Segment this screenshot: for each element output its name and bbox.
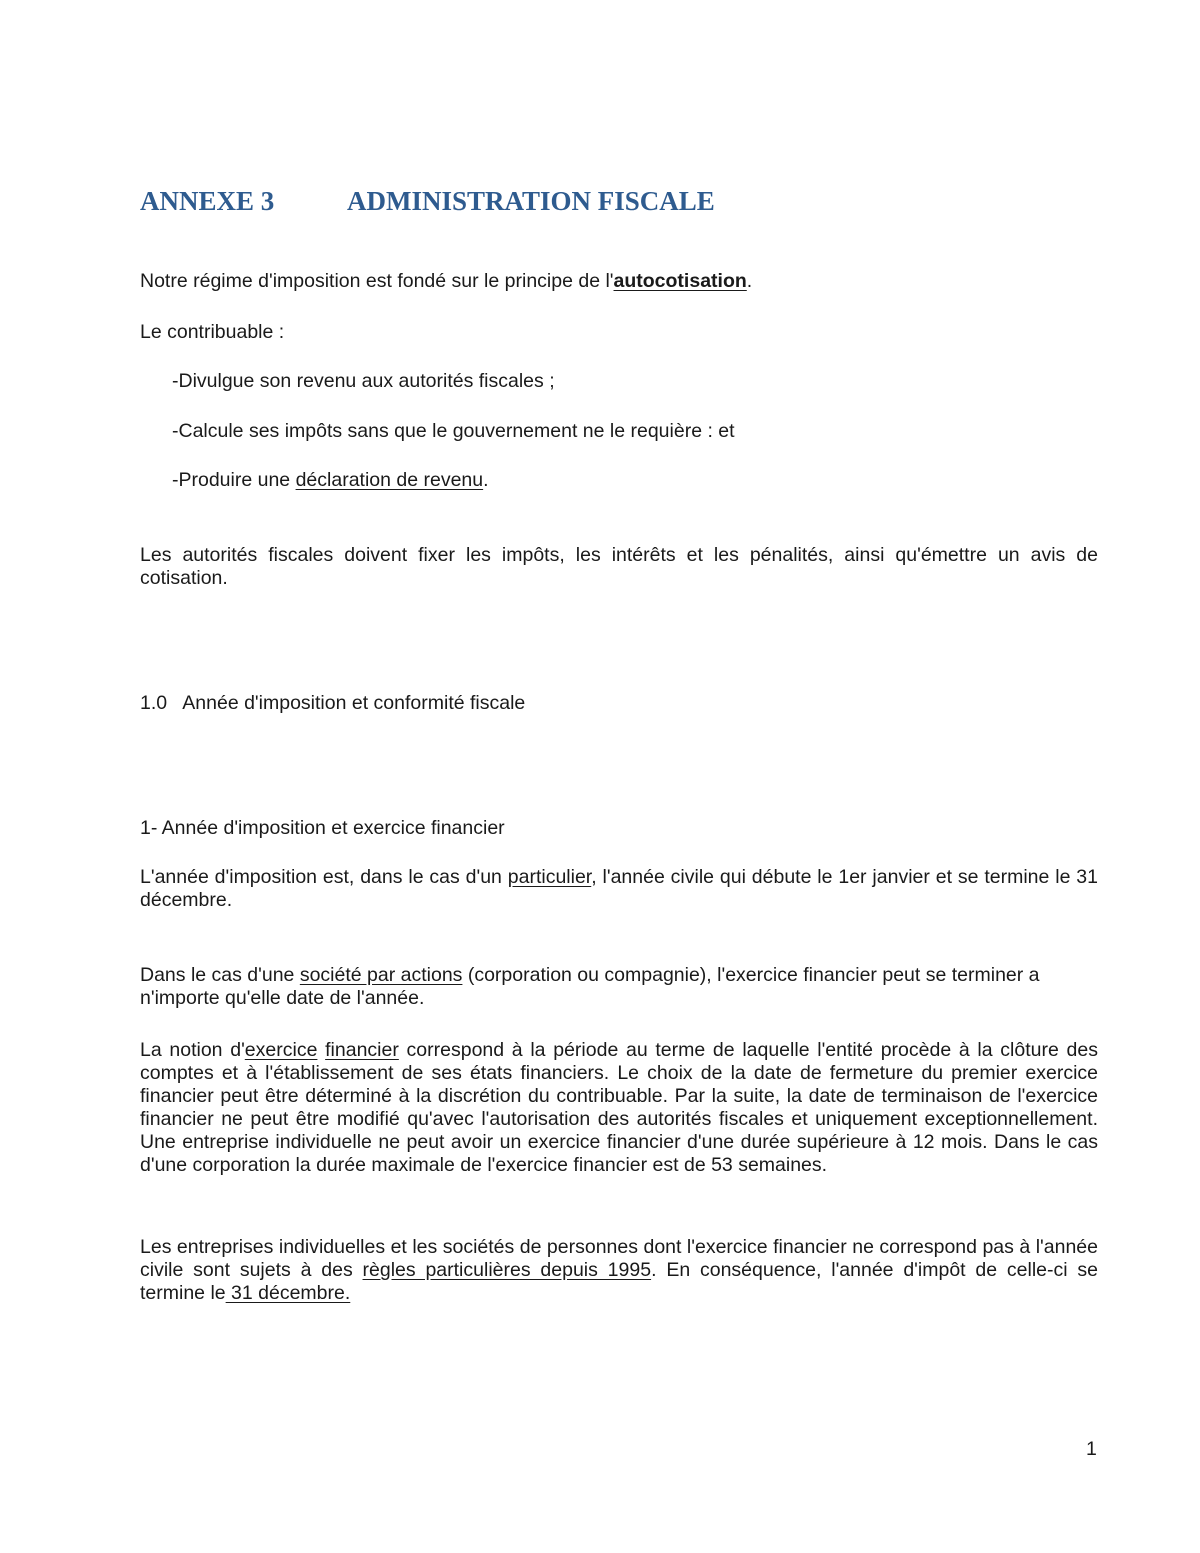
- annex-title: ADMINISTRATION FISCALE: [347, 186, 715, 216]
- societe-term: société par actions: [299, 964, 463, 986]
- duty-item: -Divulgue son revenu aux autorités fiscales ;: [172, 370, 555, 392]
- intro-paragraph: Notre régime d'imposition est fondé sur le principe de l'autocotisation.: [140, 270, 753, 292]
- exercice-paragraph: La notion d'exercice financier correspond à la période au terme de laquelle l'entité procède à la clôture des comptes et à l'établissement de ses états financiers. Le choix de la date de fermeture du premier exercice financier peut être déterminé à la discrétion du contribuable. Par la suite, la date de terminaison de l'exercice financier ne peut être modifié qu'avec l'autorisation des autorités fiscales et uniquement exceptionnellement. Une entreprise individuelle ne peut avoir un exercice financier d'une durée supérieure à 12 mois. Dans le cas d'une corporation la durée maximale de l'exercice financier est de 53 semaines.: [140, 1039, 1098, 1176]
- section-title: 1.0 Année d'imposition et conformité fiscale: [140, 692, 526, 714]
- declaration-term: déclaration de revenu: [295, 469, 484, 491]
- exercice-term: exercice: [244, 1039, 318, 1061]
- duty-item: -Calcule ses impôts sans que le gouvernement ne le requière : et: [172, 420, 735, 442]
- regles-term: règles particulières depuis 1995: [362, 1259, 652, 1281]
- page-number: 1: [1086, 1438, 1097, 1460]
- financier-term: financier: [325, 1039, 399, 1061]
- particulier-term: particulier: [507, 866, 592, 888]
- duty-item: -Produire une déclaration de revenu.: [172, 469, 489, 491]
- annex-label: ANNEXE 3: [140, 186, 275, 216]
- contribuable-label: Le contribuable :: [140, 321, 285, 343]
- particulier-paragraph: L'année d'imposition est, dans le cas d'un particulier, l'année civile qui débute le 1er janvier et se termine le 31 décembre.: [140, 866, 1098, 911]
- societe-paragraph: Dans le cas d'une société par actions (corporation ou compagnie), l'exercice financier peut se terminer a n'importe qu'elle date de l'année.: [140, 964, 1040, 1009]
- entreprises-paragraph: Les entreprises individuelles et les sociétés de personnes dont l'exercice financier ne correspond pas à l'année civile sont sujets à des règles particulières depuis 1995. En conséquence, l'année d'impôt de celle-ci se termine le 31 décembre.: [140, 1236, 1099, 1304]
- autocotisation-term: autocotisation: [613, 270, 747, 292]
- date-term: 31 décembre.: [225, 1282, 351, 1304]
- subsection-title: 1- Année d'imposition et exercice financier: [140, 817, 505, 839]
- authorities-paragraph: Les autorités fiscales doivent fixer les impôts, les intérêts et les pénalités, ainsi qu'émettre un avis de cotisation.: [140, 544, 1098, 589]
